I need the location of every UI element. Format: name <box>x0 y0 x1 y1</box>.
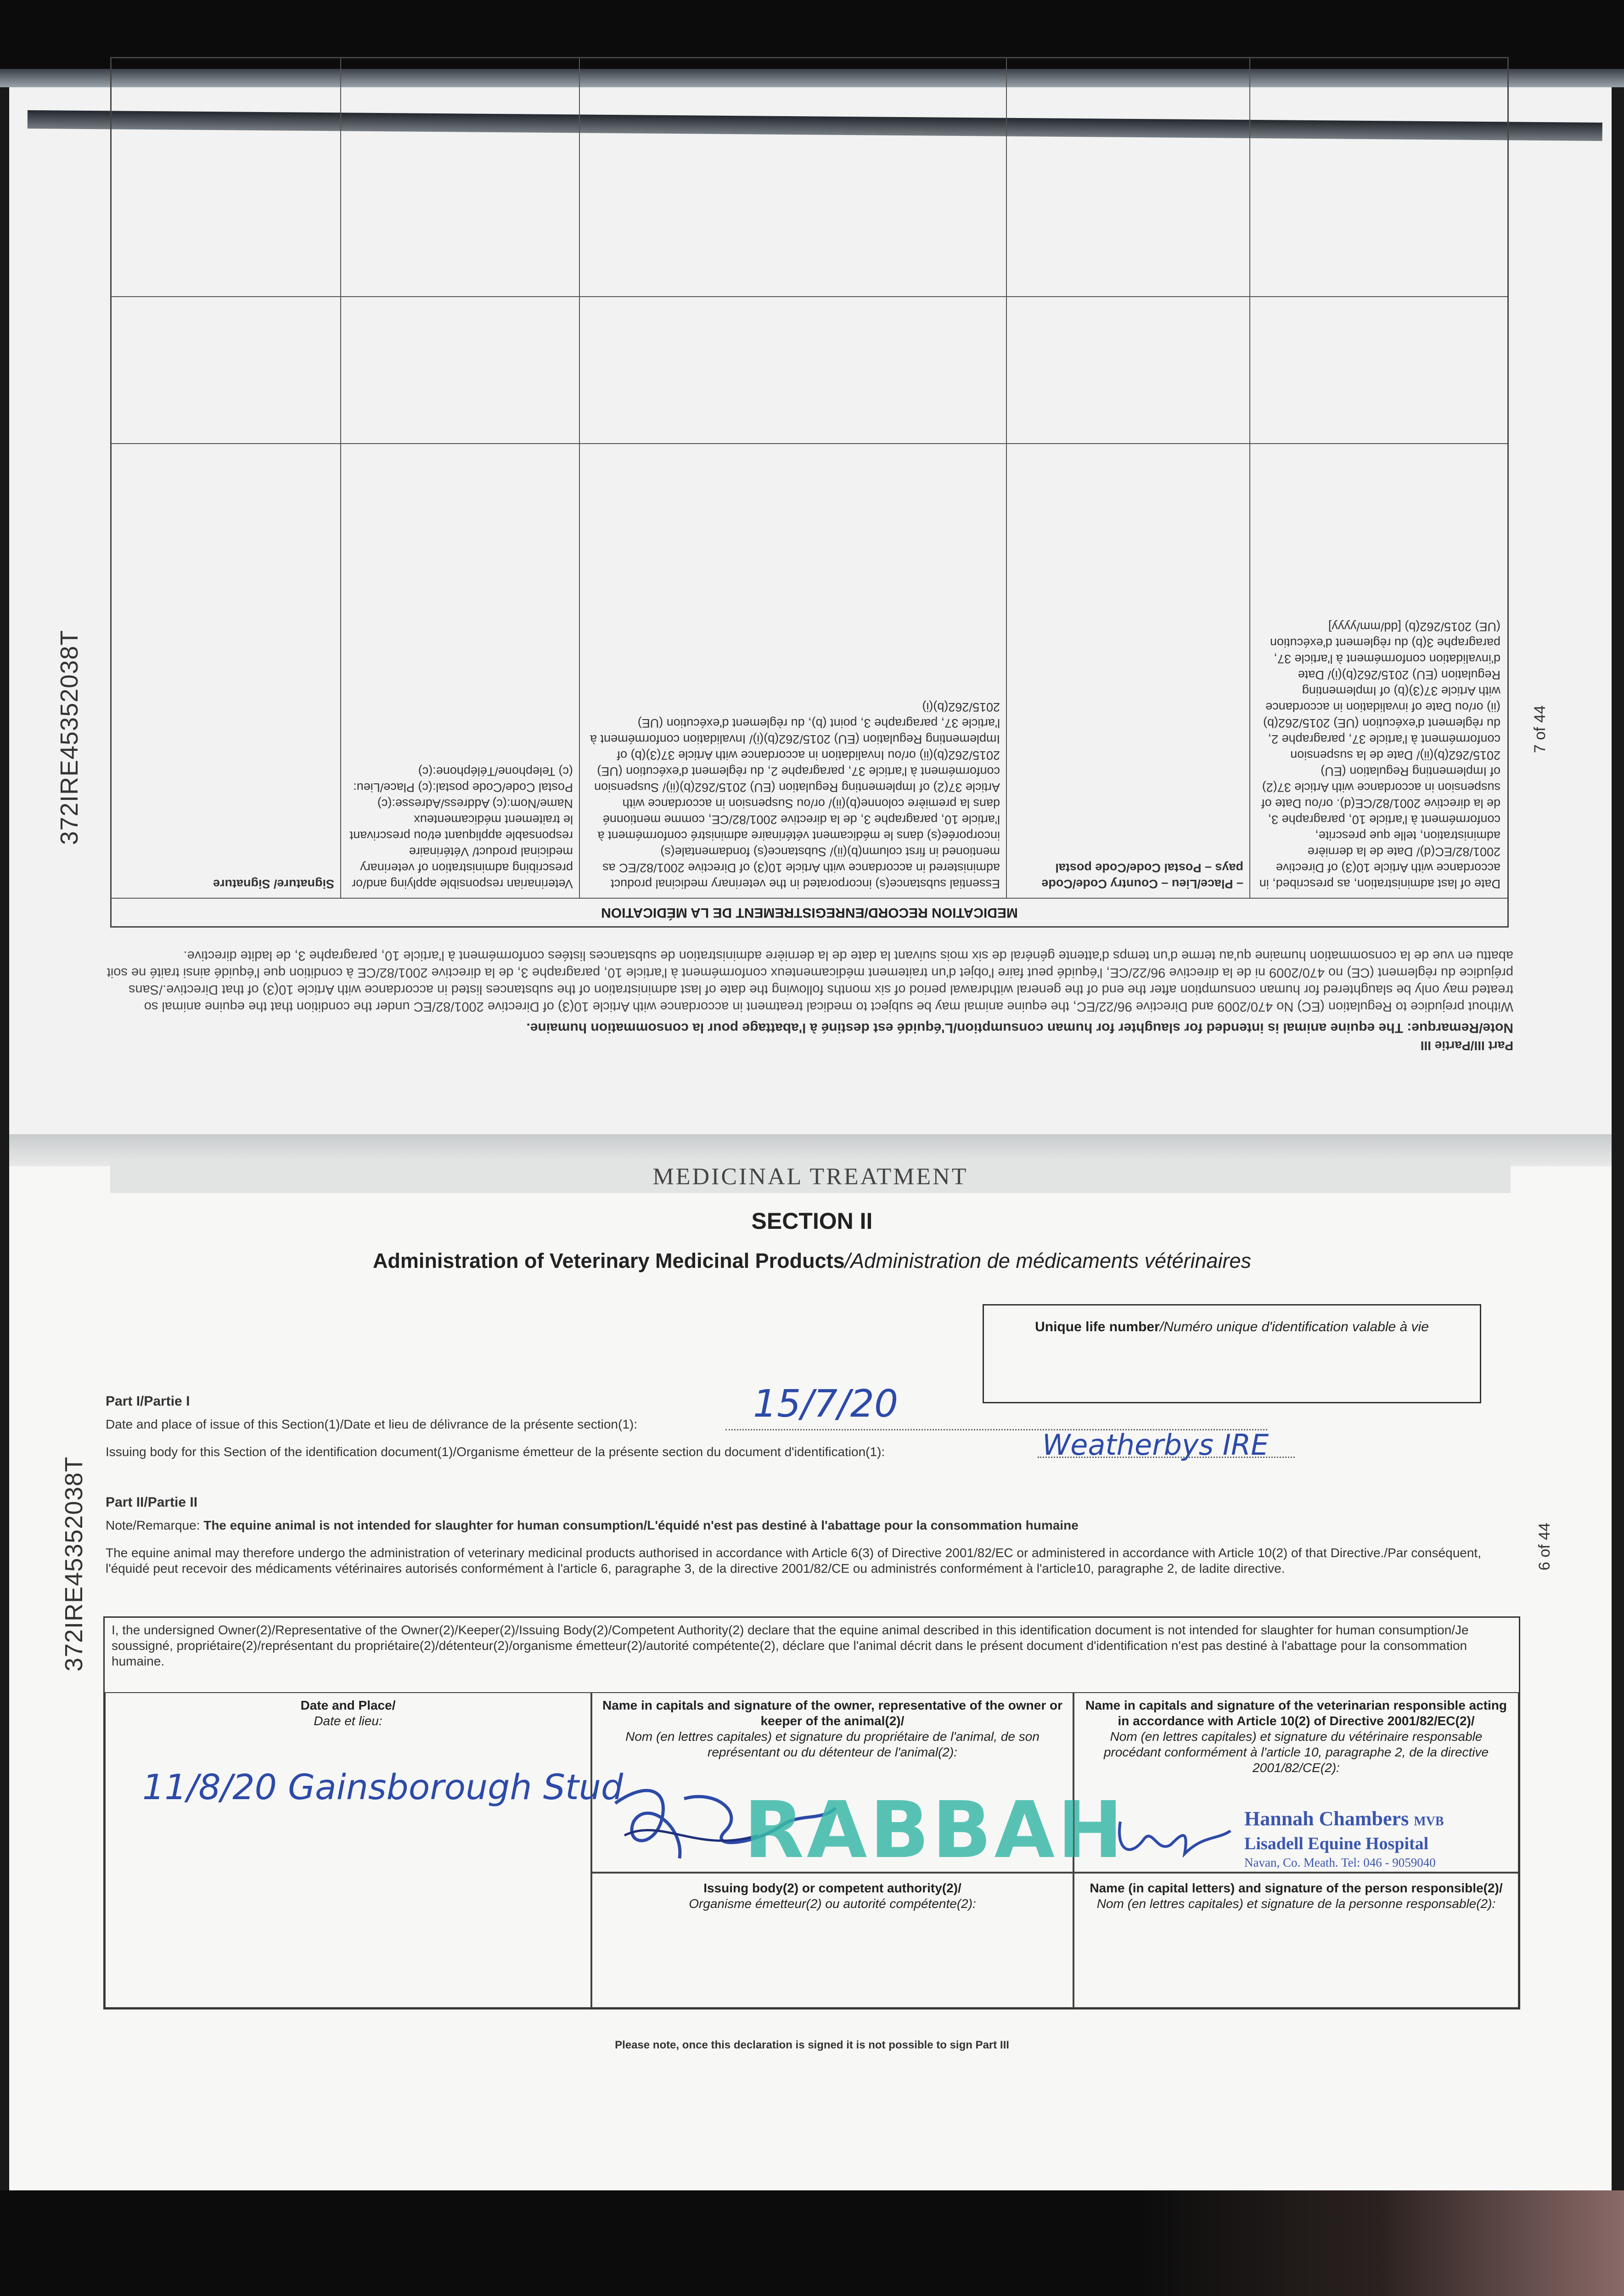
person-responsible-cell <box>1073 1873 1519 2008</box>
owner-heading-fr: Nom (en lettres capitales) et signature du propriétaire de l'animal, de son représentant ou du détenteur de l'animal(2): <box>625 1729 1040 1759</box>
vet-stamp-address: Navan, Co. Meath. Tel: 046 - 9059040 <box>1244 1856 1436 1869</box>
col-divider-3 <box>579 58 580 899</box>
veterinarian-stamp <box>1244 1808 1520 1870</box>
issuing-body-cell <box>591 1873 1073 2008</box>
vet-stamp-hospital: Lisadell Equine Hospital <box>1244 1834 1429 1853</box>
part3-label-text: Part III/Partie III <box>1420 1039 1513 1053</box>
part2-label: Part II/Partie II <box>106 1495 198 1510</box>
date-place-cell <box>105 1692 624 2008</box>
person-responsible-heading-fr: Nom (en lettres capitales) et signature de la personne responsable(2): <box>1096 1896 1496 1911</box>
veterinarian-heading-fr: Nom (en lettres capitales) et signature du vétérinaire responsable procédant conformément à l'article 10, paragraphe 2, de la directive 2001/82/CE(2): <box>1103 1729 1489 1775</box>
owner-heading-en: Name in capitals and signature of the owner, representative of the owner or keeper of the animal(2)/ <box>602 1698 1062 1728</box>
page-number-lower: 6 of 44 <box>1536 1523 1553 1570</box>
vet-stamp-name: Hannah Chambers <box>1244 1807 1409 1830</box>
part3-paragraph: Without prejudice to Regulation (EC) No 470/2009 and Directive 96/22/EC, the equine animal may be subject to medical treatment in accordance with Article 10(3) of Directive 2001/82/EC under the condition that the equine animal so treated may only be slaughtered for human consumption after the end of the general withdrawal period of six months following the date of last administration of the substances listed in accordance with Article 10(3) of that Directive./Sans préjudice du règlement (CE) no 470/2009 ni de la directive 96/22/CE, l'équidé peut faire l'objet d'un traitement médicamenteux conformément à l'article 10, paragraphe 3, de la directive 2001/82/CE à condition que l'équidé ainsi traité ne soit abattu en vue de la consommation humaine qu'au terme d'un temps d'attente général de six mois suivant la date de la dernière administration de substances listées conformément à l'article 10, paragraphe 3, de ladite directive. <box>107 948 1513 1014</box>
veterinarian-signature <box>1111 1808 1240 1868</box>
scan-bottom-edge <box>0 2190 1624 2296</box>
col-divider-2 <box>1006 58 1007 899</box>
date-place-heading-en: Date and Place/ <box>300 1698 396 1712</box>
part1-date-place-label: Date and place of issue of this Section(1)/Date et lieu de délivrance de la présente section(1): <box>106 1417 637 1431</box>
date-place-value: 11/8/20 Gainsborough Stud <box>142 1767 624 1807</box>
col-divider-4 <box>340 58 341 899</box>
spine-document-id-lower: 372IRE45352038T <box>60 1456 88 1671</box>
part3-note: Note/Remarque: The equine animal is intended for slaughter for human consumption/L'équidé est destiné à l'abattage pour la consommation humaine. <box>526 1020 1513 1035</box>
footer-note: Please note, once this declaration is signed it is not possible to sign Part III <box>615 2039 1009 2051</box>
part1-issuing-body-value: Weatherbys IRE <box>1042 1428 1269 1462</box>
col-head-date: Date of last administration, as prescribed, in accordance with Article 10(3) of Directive 2001/82/EC(d)/ Date de la dernière administration, telle que prescrite, conformément à l'article 10, paragraphe 3, de la directive 2001/82/CE(d). or/ou Date of suspension in accordance with Article 37(2) of Implementing Regulation (EU) 2015/262(b)(ii)/ Date de la suspension conformément à l'article 37, paragraphe 2, du règlement d'exécution (UE) 2015/262(b)(ii) or/ou Date of invalidation in accordance with Article 37(3)(b) of Implementing Regulation (EU) 2015/262(b)(i)/ Date d'invalidation conformément à l'article 37, paragraphe 3(b) du règlement d'exécution (UE) 2015/262(b) [dd/mm/yyyy] <box>1259 620 1500 891</box>
declaration-text: I, the undersigned Owner(2)/Representative of the Owner(2)/Keeper(2)/Issuing Body(2)/Competent Authority(2) declare that the equine animal described in this identification document is not intended for slaughter for human consumption/Je soussigné, propriétaire(2)/représentant du propriétaire(2)/détenteur(2)/organisme émetteur(2)/autorité compétente(2), déclare que l'animal décrit dans le présent document d'identification n'est pas destiné à l'abattage pour la consommation humaine. <box>112 1623 1469 1668</box>
spine-document-id-upper: 372IRE45352038T <box>56 630 83 845</box>
administration-title-fr: /Administration de médicaments vétérinaires <box>844 1249 1252 1272</box>
administration-title <box>0 1249 1624 1273</box>
person-responsible-heading <box>1074 1880 1518 1912</box>
part2-note-text: The equine animal is not intended for slaughter for human consumption/L'équidé n'est pas destiné à l'abattage pour la consommation humaine <box>203 1518 1079 1532</box>
medication-record-title: MEDICATION RECORD/ENREGISTREMENT DE LA MÉDICATION <box>112 898 1507 926</box>
person-responsible-heading-en: Name (in capital letters) and signature of the person responsible(2)/ <box>1090 1881 1503 1895</box>
unique-life-number-label <box>984 1319 1480 1335</box>
vet-stamp-suffix: MVB <box>1414 1814 1444 1829</box>
administration-title-en: Administration of Veterinary Medicinal Products <box>372 1249 845 1272</box>
unique-life-number-box <box>983 1304 1481 1403</box>
issuing-body-heading-en: Issuing body(2) or competent authority(2)/ <box>703 1881 961 1895</box>
veterinarian-heading <box>1074 1698 1518 1776</box>
section-title: SECTION II <box>751 1208 873 1234</box>
part1-date-value: 15/7/20 <box>753 1382 899 1426</box>
issuing-body-heading <box>592 1880 1073 1912</box>
part1-issuing-body-label: Issuing body for this Section of the identification document(1)/Organisme émetteur de la présente section du document d'identification(1): <box>106 1445 885 1459</box>
row-divider-2 <box>112 296 1507 297</box>
row-divider-1 <box>112 443 1507 444</box>
part2-paragraph: The equine animal may therefore undergo the administration of veterinary medicinal products authorised in accordance with Article 6(3) of Directive 2001/82/EC or administered in accordance with Article 10(2) of that Directive./Par conséquent, l'équidé peut recevoir des médicaments vétérinaires autorisés conformément à l'article 6, paragraphe 3, de la directive 2001/82/CE ou administrés conformément à l'article10, paragraphe 2, de ladite directive. <box>106 1546 1481 1576</box>
veterinarian-heading-en: Name in capitals and signature of the veterinarian responsible acting in accordance with Article 10(2) of Directive 2001/82/EC(2)/ <box>1085 1698 1507 1728</box>
col-head-signature: Signature/ Signature <box>213 877 334 891</box>
col-head-place: – Place/Lieu – Country Code/Code pays – Postal Code/Code postal <box>1041 861 1243 891</box>
issuing-body-heading-fr: Organisme émetteur(2) ou autorité compétente(2): <box>689 1896 976 1911</box>
owner-signature-cell <box>591 1692 1126 1876</box>
page-number-upper: 7 of 44 <box>1531 705 1549 753</box>
owner-stamp: RABBAH <box>744 1785 1126 1876</box>
col-head-veterinarian: Veterinarian responsible applying and/or prescribing administration of veterinary medicinal product/ Vétérinaire responsable appliquant et/ou prescrivant le traitement médicamenteux Name/Nom:(c) Address/Adresse:(c) Postal Code/Code postal:(c) Place/Lieu:(c) Telephone/Téléphone:(c) <box>349 765 573 891</box>
part2-note-prefix: Note/Remarque: <box>106 1518 204 1532</box>
medication-record-table <box>110 57 1509 928</box>
col-divider-1 <box>1249 58 1250 899</box>
part3-label <box>108 1038 1513 1054</box>
col-head-substances: Essential substance(s) incorporated in the veterinary medicinal product administered in accordance with Article 10(3) of Directive 2001/82/EC as mentioned in first column(b)(ii)/ Substance(s) fondamentale(s) incorporée(s) dans le médicament vétérinaire administré conformément à l'article 10, paragraphe 3, de la directive 2001/82/CE, comme mentionné dans la première colonne(b)(ii)/ or/ou Suspension in accordance with Article 37(2) of Implementing Regulation (EU) 2015/262(b)(ii)/ Suspension conformément à l'article 37, paragraphe 2, du règlement d'exécution (UE) 2015/262(b)(ii) or/ou Invalidation in accordance with Article 37(3)(b) of Implementing Regulation (EU) 2015/262(b)(i)/ Invalidation conformément à l'article 37, paragraphe 3, point (b), du règlement d'exécution (UE) 2015/262(b)(i) <box>590 700 1000 891</box>
uln-label-en: Unique life number <box>1035 1319 1160 1334</box>
veterinarian-signature-cell <box>1073 1692 1519 1873</box>
date-place-heading-fr: Date et lieu: <box>314 1714 382 1728</box>
vet-stamp-name-line <box>1244 1808 1520 1833</box>
part1-label: Part I/Partie I <box>106 1394 190 1409</box>
date-place-heading <box>106 1698 590 1729</box>
banner-text: MEDICINAL TREATMENT <box>652 1164 968 1190</box>
declaration-table <box>103 1616 1520 2009</box>
owner-heading <box>592 1698 1073 1760</box>
part2-note <box>106 1518 1520 1533</box>
medicinal-treatment-banner <box>110 1161 1511 1193</box>
uln-label-fr: /Numéro unique d'identification valable à vie <box>1159 1319 1429 1334</box>
